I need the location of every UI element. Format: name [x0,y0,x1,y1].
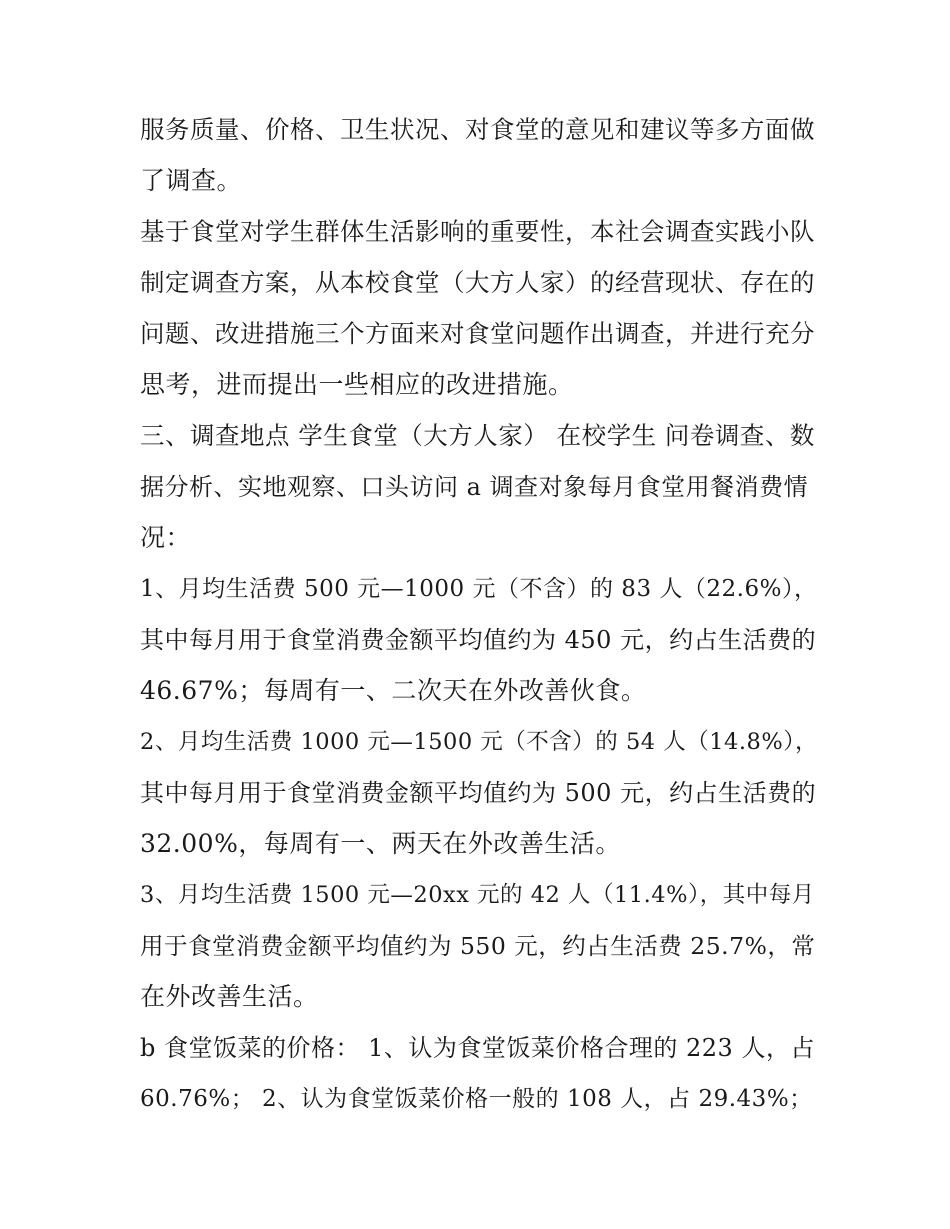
text-line: 思考，进而提出一些相应的改进措施。 [140,370,574,399]
text-line: 3、月均生活费 1500 元—20xx 元的 42 人（11.4%），其中每月 [140,882,815,908]
text-line: 了调查。 [140,166,243,195]
text-line: 60.76%； 2、认为食堂饭菜价格一般的 108 人，占 29.43%； [140,1086,813,1112]
text-line: 1、月均生活费 500 元—1000 元（不含）的 83 人（22.6%）， [140,576,818,602]
text-line: 据分析、实地观察、口头访问 a 调查对象每月食堂用餐消费情 [140,473,809,501]
text-line: 制定调查方案，从本校食堂（大方人家）的经营现状、存在的 [140,268,815,297]
text-line: 况： [140,523,192,552]
text-line: 在外改善生活。 [140,982,319,1011]
text-line: 问题、改进措施三个方面来对食堂问题作出调查，并进行充分 [140,319,815,348]
text-line: 2、月均生活费 1000 元—1500 元（不含）的 54 人（14.8%）， [140,729,818,755]
text-line: b 食堂饭菜的价格： 1、认为食堂饭菜价格合理的 223 人，占 [140,1034,815,1062]
text-line: 三、调查地点 学生食堂（大方人家） 在校学生 问卷调查、数 [140,421,815,450]
text-line: 其中每月用于食堂消费金额平均值约为 500 元，约占生活费的 [140,779,817,807]
text-line: 基于食堂对学生群体生活影响的重要性，本社会调查实践小队 [140,217,815,246]
text-line: 用于食堂消费金额平均值约为 550 元，约占生活费 25.7%，常 [140,932,816,960]
text-line: 46.67%；每周有一、二次天在外改善伙食。 [140,676,647,705]
text-line: 服务质量、价格、卫生状况、对食堂的意见和建议等多方面做 [140,115,815,144]
text-line: 其中每月用于食堂消费金额平均值约为 450 元，约占生活费的 [140,626,817,654]
text-line: 32.00%，每周有一、两天在外改善生活。 [140,829,621,858]
